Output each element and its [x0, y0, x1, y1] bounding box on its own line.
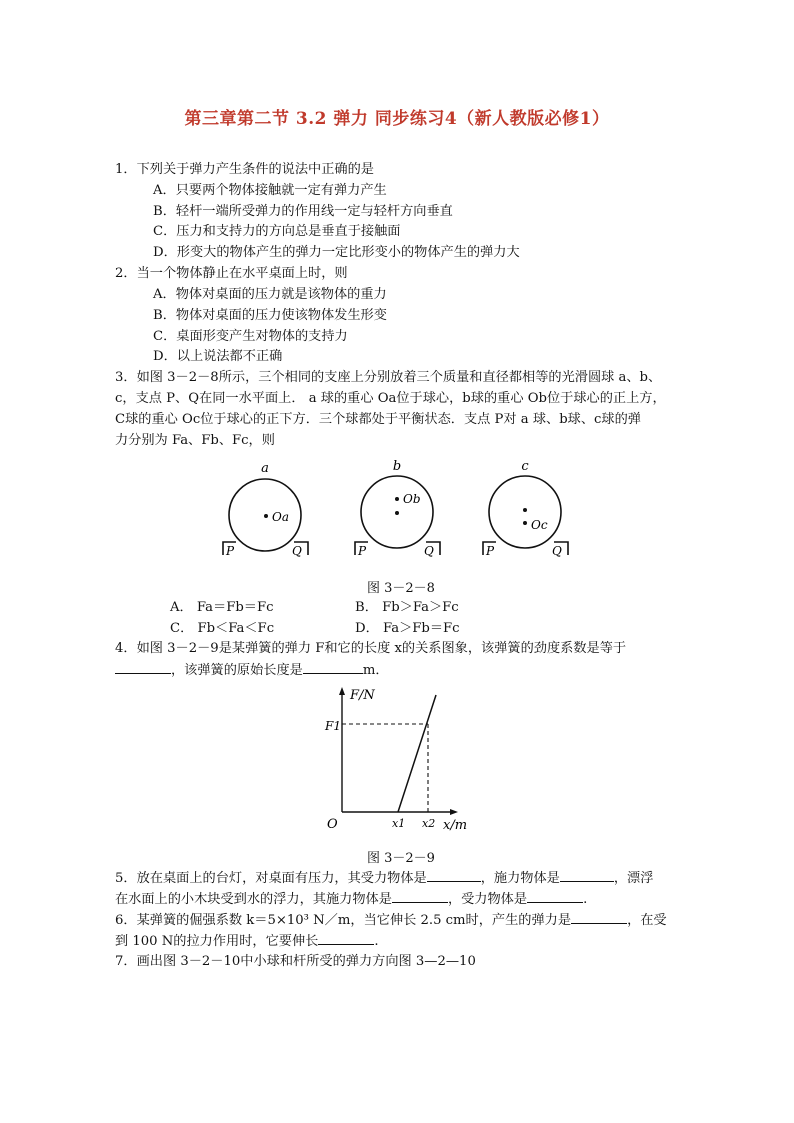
q6-line-1-b: ，在受	[627, 913, 667, 928]
ball-a-center-dot	[264, 514, 268, 518]
q5-blank-buoyancy-receiver	[527, 889, 583, 903]
y-axis-label: F/N	[350, 688, 375, 703]
ball-c-center-dot	[523, 508, 527, 512]
q6-blank-extension	[318, 931, 374, 945]
ball-c-group	[483, 459, 568, 558]
q6-line-2-b: .	[374, 934, 379, 949]
ball-c-center-label: Oc	[531, 518, 548, 532]
q3-line-4: 力分别为 Fa、Fb、Fc，则	[115, 433, 275, 448]
q5-line-2-c: .	[583, 892, 588, 907]
q3-line-3: C球的重心 Oc位于球心的正下方．三个球都处于平衡状态．支点 P对 a 球、b球、c球的弹	[115, 412, 641, 427]
ball-a-group	[223, 461, 308, 558]
ball-b-label: b	[392, 459, 402, 474]
q5-line-1-b: ，施力物体是	[480, 871, 560, 886]
force-length-line	[398, 695, 436, 812]
q5-line-1-c: ，漂浮	[613, 871, 654, 886]
y-axis-arrow	[339, 687, 345, 695]
q3-option-d: D． Fa＞Fb＝Fc	[355, 621, 460, 636]
q2-option-c: C．桌面形变产生对物体的支持力	[153, 329, 348, 344]
q2-stem: 2．当一个物体静止在水平桌面上时，则	[115, 266, 348, 281]
support-p-b: P	[358, 544, 367, 558]
figure-3-2-8-caption: 图 3－2－8	[367, 581, 435, 596]
support-q-b: Q	[424, 544, 434, 558]
q2-option-d: D．以上说法都不正确	[153, 349, 283, 364]
ball-b-cog-dot	[395, 497, 399, 501]
y-tick-f1: F1	[325, 719, 341, 733]
q3-option-a: A． Fa＝Fb＝Fc	[170, 600, 274, 615]
ball-b-center-dot	[395, 511, 399, 515]
ball-a-label: a	[261, 461, 269, 476]
q3-line-2: c，支点 P、Q在同一水平面上． a 球的重心 Oa位于球心，b球的重心 Ob位于球心的正上方，	[115, 391, 666, 406]
page-title: 第三章第二节 3.2 弹力 同步练习4（新人教版必修1）	[184, 109, 610, 129]
origin-label: O	[327, 817, 338, 832]
q2-option-a: A．物体对桌面的压力就是该物体的重力	[153, 287, 387, 302]
q1-stem: 1．下列关于弹力产生条件的说法中正确的是	[115, 162, 374, 177]
q5-blank-buoyancy-source	[392, 889, 448, 903]
support-p-c: P	[486, 544, 495, 558]
q6-line-1-a: 6．某弹簧的倔强系数 k＝5×10³ N／m，当它伸长 2.5 cm时，产生的弹力是	[115, 913, 572, 928]
figure-3-2-9-caption: 图 3－2－9	[367, 851, 435, 866]
figure-3-2-8	[215, 455, 585, 570]
figure-3-2-9	[320, 685, 480, 840]
q6-blank-force	[571, 910, 627, 924]
x-tick-x1: x1	[392, 817, 406, 830]
q6-line-2-a: 到 100 N的拉力作用时，它要伸长	[115, 934, 319, 949]
x-tick-x2: x2	[422, 817, 436, 830]
q5-blank-receiver	[427, 868, 481, 882]
support-p-a: P	[226, 544, 235, 558]
q4-line-2-end: m．	[362, 663, 389, 678]
ball-a-center-label: Oa	[272, 510, 289, 524]
ball-c-cog-dot	[523, 521, 527, 525]
q1-option-a: A．只要两个物体接触就一定有弹力产生	[153, 183, 387, 198]
q7-text: 7．画出图 3－2－10中小球和杆所受的弹力方向图 3—2—10	[115, 954, 476, 969]
x-axis-arrow	[450, 809, 458, 815]
support-q-a: Q	[292, 544, 302, 558]
q3-line-1: 3．如图 3－2－8所示，三个相同的支座上分别放着三个质量和直径都相等的光滑圆球 a、b、	[115, 370, 662, 385]
q1-option-d: D．形变大的物体产生的弹力一定比形变小的物体产生的弹力大	[153, 245, 520, 260]
support-q-c: Q	[552, 544, 562, 558]
ball-b-group	[355, 459, 440, 558]
q4-blank-stiffness	[115, 660, 171, 674]
q2-option-b: B．物体对桌面的压力使该物体发生形变	[153, 308, 387, 323]
ball-c-label: c	[521, 459, 529, 474]
q5-line-1-a: 5．放在桌面上的台灯，对桌面有压力，其受力物体是	[115, 871, 427, 886]
ball-b-center-label: Ob	[403, 492, 421, 506]
x-axis-label: x/m	[443, 818, 468, 833]
q3-option-b: B． Fb＞Fa＞Fc	[355, 600, 459, 615]
q1-option-c: C．压力和支持力的方向总是垂直于接触面	[153, 224, 401, 239]
q5-line-2-b: ，受力物体是	[447, 892, 528, 907]
q4-line-1: 4．如图 3－2－9是某弹簧的弹力 F和它的长度 x的关系图象，该弹簧的劲度系数是等于	[115, 641, 627, 656]
q5-blank-applier	[560, 868, 614, 882]
q3-option-c: C． Fb＜Fa＜Fc	[170, 621, 275, 636]
q1-option-b: B．轻杆一端所受弹力的作用线一定与轻杆方向垂直	[153, 204, 453, 219]
q4-line-2-mid: ，该弹簧的原始长度是	[171, 663, 303, 678]
q4-blank-length	[303, 660, 363, 674]
q5-line-2-a: 在水面上的小木块受到水的浮力，其施力物体是	[115, 892, 392, 907]
